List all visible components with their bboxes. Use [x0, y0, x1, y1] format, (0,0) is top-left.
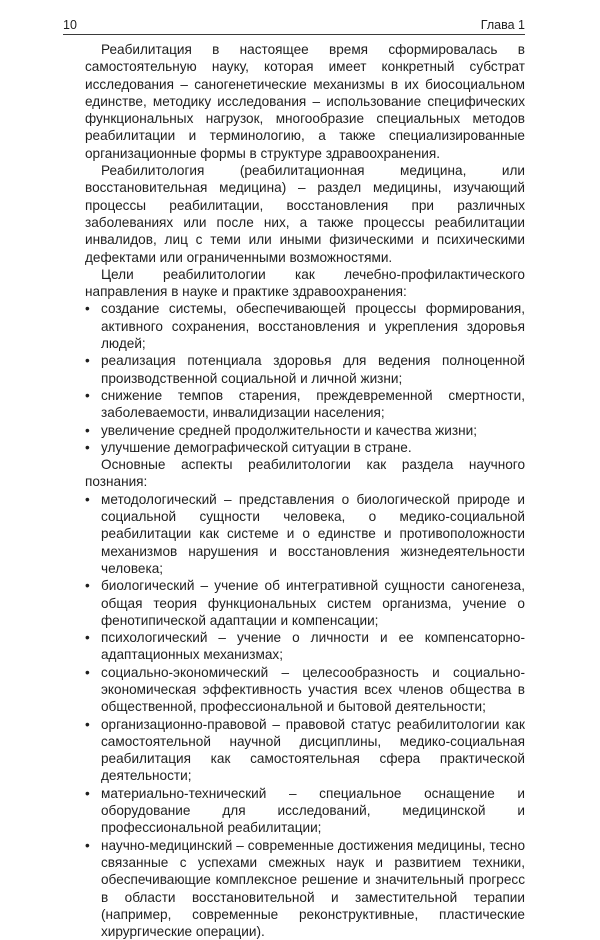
aspects-list [85, 491, 525, 940]
list-item: • создание системы, обеспечивающей процессы формирования, активного сохранения, восстановления и укрепления здоровья людей; [85, 301, 525, 352]
page-number: 10 [63, 18, 77, 32]
bullet-icon: • [85, 491, 90, 507]
bullet-icon: • [85, 439, 90, 455]
list-item: • психологический – учение о личности и ее компенсаторно-адаптационных механизмах; [85, 630, 525, 663]
paragraph: Реабилитология (реабилитационная медицина, или восстановительная медицина) – раздел медицины, изучающий процессы реабилитации, восстановления при различных заболеваниях или после них, а также процессы реабилитации инвалидов, лиц с теми или иными физическими и психическими дефектами или ограниченными возможностями. [85, 163, 525, 265]
list-item: • улучшение демографической ситуации в стране. [85, 439, 412, 455]
list-item: • реализация потенциала здоровья для ведения полноценной производственной социальной и личной жизни; [85, 353, 525, 386]
bullet-icon: • [85, 785, 90, 801]
goals-list [85, 300, 525, 456]
list-item: • социально-экономический – целесообразность и социально-экономическая эффективность участия всех членов общества в общественной, профессиональной и бытовой деятельности; [85, 664, 525, 715]
bullet-icon: • [85, 630, 90, 646]
bullet-icon: • [85, 422, 90, 438]
bullet-icon: • [85, 664, 90, 680]
body-text [85, 41, 525, 940]
chapter-title: Глава 1 [480, 18, 525, 32]
list-item: • биологический – учение об интегративной сущности саногенеза, общая теория функциональных систем организма, учение о фенотипической адаптации и компенсации; [85, 578, 525, 628]
bullet-icon: • [85, 716, 90, 732]
bullet-icon: • [85, 387, 90, 403]
paragraph: Цели реабилитологии как лечебно-профилактического направления в науке и практике здравоохранения: [85, 266, 525, 300]
page-header [63, 12, 525, 32]
list-item: • снижение темпов старения, преждевременной смертности, заболеваемости, инвалидизации населения; [85, 387, 525, 421]
bullet-icon: • [85, 301, 90, 317]
header-rule [63, 34, 525, 35]
bullet-icon: • [85, 353, 90, 369]
list-item: • увеличение средней продолжительности и качества жизни; [85, 422, 477, 438]
paragraph: Реабилитация в настоящее время сформировалась в самостоятельную науку, которая имеет конкретный субстрат исследования – саногенетические механизмы в их биосоциальном единстве, методику исследования – использование специфических функциональных нагрузок, многообразие специальных методов реабилитации и терминологию, а также специализированные организационные формы в структуре здравоохранения. [85, 42, 525, 161]
bullet-icon: • [85, 578, 90, 594]
list-item: • научно-медицинский – современные достижения медицины, тесно связанные с успехами смежных наук и развитием техники, обеспечивающие комплексное решение и значительный прогресс в области восстановительной и заместительной терапии (например, современные реконструктивные, пластические хирургические операции). [85, 837, 525, 940]
list-item: • материально-технический – специальное оснащение и оборудование для исследований, медицинской и профессиональной реабилитации; [85, 785, 525, 836]
bullet-icon: • [85, 837, 90, 853]
list-item: • методологический – представления о биологической природе и социальной сущности человека, о медико-социальной реабилитации как системе и о единстве и противоположности механизмов нарушения и восстановления жизнедеятельности человека; [85, 491, 525, 576]
list-item: • организационно-правовой – правовой статус реабилитологии как самостоятельной научной дисциплины, медико-социальная реабилитация как самостоятельная сфера практической деятельности; [85, 716, 525, 784]
paragraph: Основные аспекты реабилитологии как раздела научного познания: [85, 457, 525, 490]
